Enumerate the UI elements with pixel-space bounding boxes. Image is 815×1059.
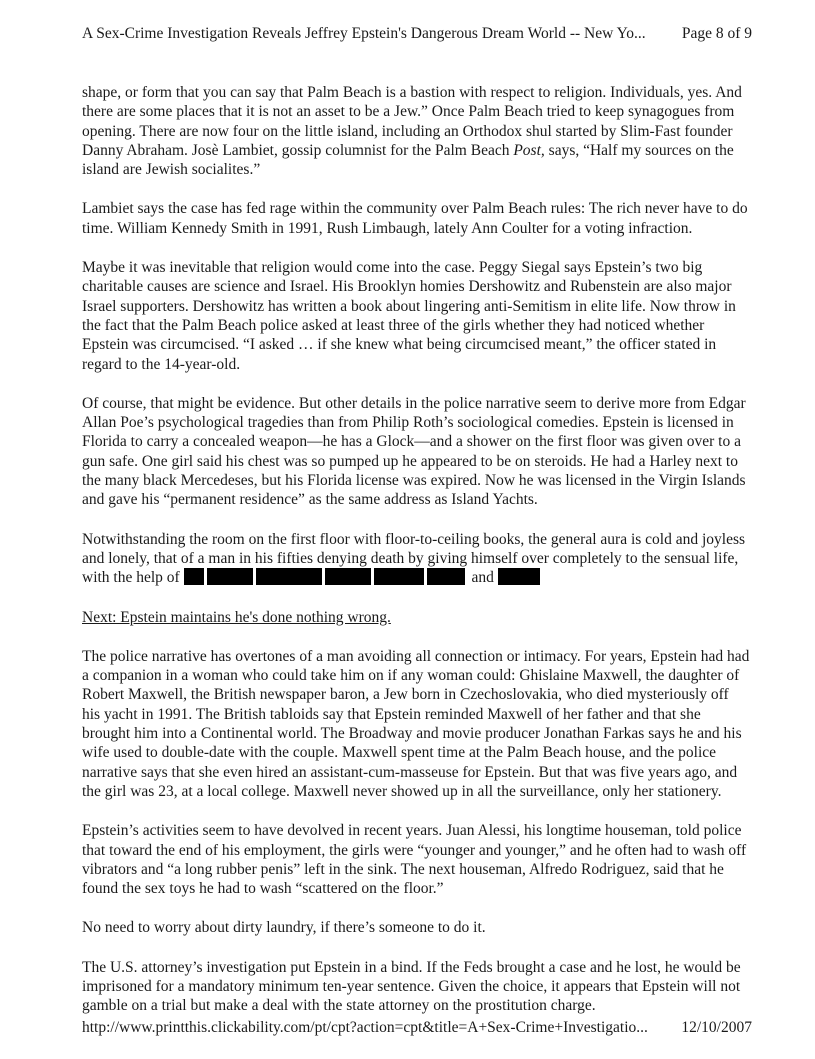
paragraph: No need to worry about dirty laundry, if there’s someone to do it. <box>82 919 486 937</box>
publication-name: Post, <box>513 141 545 159</box>
paragraph: Epstein’s activities seem to have devolved in recent years. Juan Alessi, his longtime houseman, told police that toward the end of his employment, the girls were “younger and younger,” and he often had to wash off vibrators and “a long rubber penis” left in the sink. The next houseman, Alfredo Rodriguez, said that he found the sex toys he had to wash “scattered on the floor.” <box>82 822 747 898</box>
redaction-block <box>427 568 465 585</box>
article-body <box>82 83 750 1036</box>
footer-date: 12/10/2007 <box>681 1019 752 1036</box>
document-title: A Sex-Crime Investigation Reveals Jeffrey Epstein's Dangerous Dream World -- New Yo... <box>82 25 646 42</box>
paragraph-redacted: Notwithstanding the room on the first floor with floor-to-ceiling books, the general aura is cold and joyless and lonely, that of a man in his fifties denying death by giving himself over completely to the sensual life, with the help of and <box>82 530 746 587</box>
page-header <box>82 24 752 44</box>
paragraph: Of course, that might be evidence. But other details in the police narrative seem to derive more from Edgar Allan Poe’s psychological tragedies than from Philip Roth’s sociological comedies. Epstein is licensed in Florida to carry a concealed weapon—he has a Glock—and a shower on the first floor was given over to a gun safe. One girl said his chest was so pumped up he appeared to be on steroids. He had a Harley next to the many black Mercedeses, but his Florida license was expired. Now he was licensed in the Virgin Islands and gave his “permanent residence” as the same address as Island Yachts. <box>82 394 746 509</box>
next-page-link[interactable]: Next: Epstein maintains he's done nothing wrong. <box>82 608 391 626</box>
page-footer <box>82 1018 752 1038</box>
page-indicator: Page 8 of 9 <box>681 25 752 42</box>
paragraph: Maybe it was inevitable that religion would come into the case. Peggy Siegal says Epstein’s two big charitable causes are science and Israel. His Brooklyn homies Dershowitz and Rubenstein are also major Israel supporters. Dershowitz has written a book about lingering anti-Semitism in elite life. Now throw in the fact that the Palm Beach police asked at least three of the girls whether they had noticed whether Epstein was circumcised. “I asked … if she knew what being circumcised meant,” the officer stated in regard to the 14-year-old. <box>82 259 736 373</box>
redaction-block <box>498 568 540 585</box>
redaction-block <box>325 568 371 585</box>
paragraph: shape, or form that you can say that Palm Beach is a bastion with respect to religion. Individuals, yes. And there are some places that it is not an asset to be a Jew.” Once Palm Beach tried to keep synagogues from opening. There are now four on the little island, including an Orthodox shul started by Slim-Fast founder Danny Abraham. Josè Lambiet, gossip columnist for the Palm Beach Post, says, “Half my sources on the island are Jewish socialites.” <box>82 84 742 179</box>
redaction-block <box>184 568 204 585</box>
redaction-block <box>207 568 253 585</box>
paragraph: Lambiet says the case has fed rage within the community over Palm Beach rules: The rich never have to do time. William Kennedy Smith in 1991, Rush Limbaugh, lately Ann Coulter for a voting infraction. <box>82 200 748 237</box>
paragraph: The U.S. attorney’s investigation put Epstein in a bind. If the Feds brought a case and he lost, he would be imprisoned for a mandatory minimum ten-year sentence. Given the choice, it appears that Epstein will not gamble on a trial but make a deal with the state attorney on the prostitution charge. <box>82 958 741 1015</box>
paragraph: The police narrative has overtones of a man avoiding all connection or intimacy. For years, Epstein had had a companion in a woman who could take him on if any woman could: Ghislaine Maxwell, the daughter of Robert Maxwell, the British newspaper baron, a Jew born in Czechoslovakia, who died mysteriously off his yacht in 1991. The British tabloids say that Epstein reminded Maxwell of her father and that she brought him into a Continental world. The Broadway and movie producer Jonathan Farkas says he and his wife used to double-date with the couple. Maxwell spent time at the Palm Beach house, and the police narrative says that she even hired an assistant-cum-masseuse for Epstein. But that was five years ago, and the girl was 23, at a local college. Maxwell never showed up in all the surveillance, only her stationery. <box>82 647 750 800</box>
footer-url: http://www.printthis.clickability.com/pt/cpt?action=cpt&title=A+Sex-Crime+Investigatio... <box>82 1019 648 1036</box>
redaction-block <box>374 568 424 585</box>
redaction-block <box>256 568 322 585</box>
